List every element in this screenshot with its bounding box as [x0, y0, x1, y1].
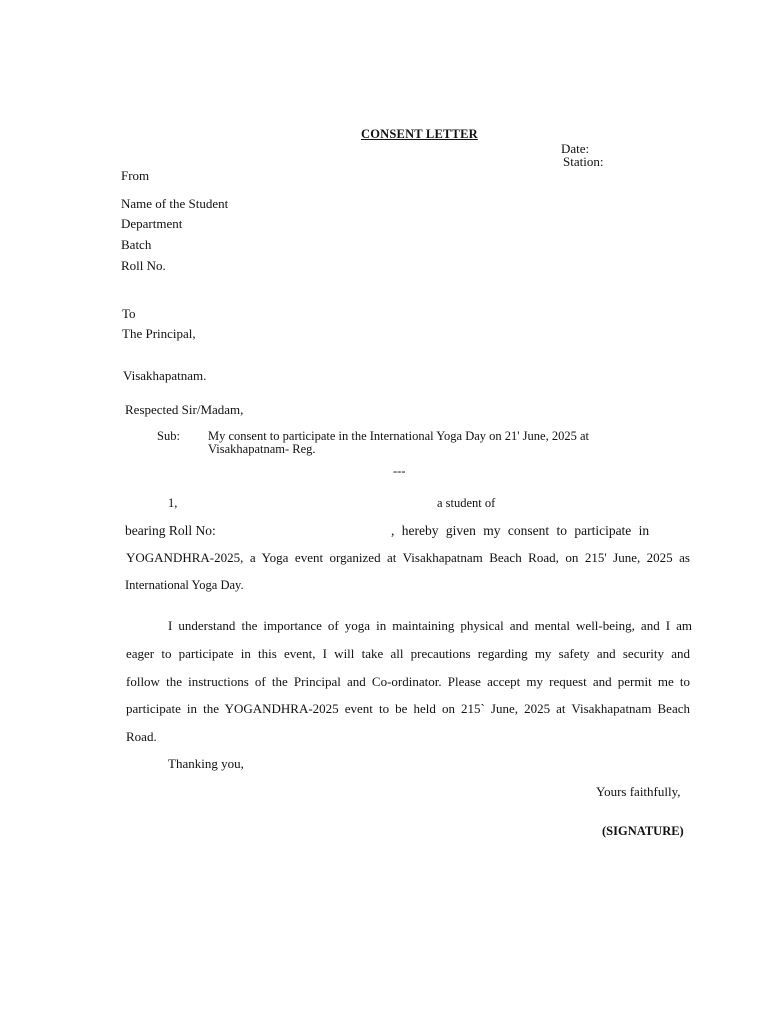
- yours-faithfully: Yours faithfully,: [596, 784, 681, 799]
- para1-start: 1,: [168, 496, 178, 510]
- para1-line-3: YOGANDHRA-2025, a Yoga event organized at Visakhapatnam Beach Road, on 215' June, 2025 as: [126, 550, 690, 565]
- from-department-line: Department: [121, 216, 183, 231]
- to-label: To: [122, 306, 136, 321]
- from-name-line: Name of the Student: [121, 196, 229, 211]
- letter-title: CONSENT LETTER: [361, 127, 478, 141]
- para2-line-3: follow the instructions of the Principal and Co-ordinator. Please accept my request and permit me to: [126, 674, 690, 689]
- para2-line-5: Road.: [126, 729, 157, 744]
- signature-label: (SIGNATURE): [602, 824, 684, 838]
- from-roll-line: Roll No.: [121, 258, 166, 273]
- to-recipient: The Principal,: [122, 326, 196, 341]
- from-label: From: [121, 168, 150, 183]
- para2-line-2: eager to participate in this event, I will take all precautions regarding my safety and security and: [126, 646, 690, 661]
- thanking-you: Thanking you,: [168, 756, 244, 771]
- separator: ---: [393, 464, 406, 478]
- para1-student-of: a student of: [437, 496, 496, 510]
- from-batch-line: Batch: [121, 237, 152, 252]
- para2-line-4: participate in the YOGANDHRA-2025 event to be held on 215` June, 2025 at Visakhapatnam Beach: [126, 701, 690, 716]
- station-label: Station:: [563, 154, 604, 169]
- para1-roll-prefix: bearing Roll No:: [125, 523, 216, 538]
- para1-roll-suffix: , hereby given my consent to participate in: [391, 523, 650, 538]
- subject-label: Sub:: [157, 429, 180, 443]
- subject-line-1: My consent to participate in the International Yoga Day on 21' June, 2025 at: [208, 429, 589, 443]
- salutation: Respected Sir/Madam,: [125, 402, 244, 417]
- para2-line-1: I understand the importance of yoga in maintaining physical and mental well-being, and I am: [168, 618, 692, 633]
- para1-line-4: International Yoga Day.: [125, 578, 244, 592]
- subject-line-2: Visakhapatnam- Reg.: [208, 442, 316, 456]
- date-label: Date:: [561, 141, 590, 156]
- to-city: Visakhapatnam.: [123, 368, 207, 383]
